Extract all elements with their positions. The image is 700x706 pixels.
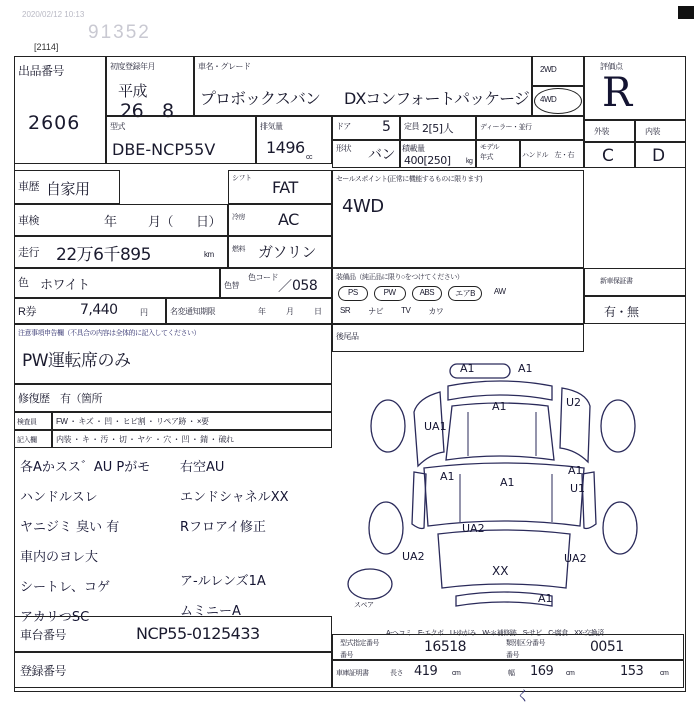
color-code-value: 058 (292, 278, 318, 294)
first-reg-month: 8 (162, 100, 174, 122)
displacement-unit: cc (306, 154, 312, 161)
interior-label: 内装 (645, 127, 660, 136)
color-value: ホワイト (40, 278, 90, 293)
new-car-warranty-label: 新車保証書 (600, 278, 633, 285)
name-change-month: 月 (286, 307, 294, 316)
weight-label: 積載量 (402, 144, 425, 153)
hw-left-4: 車内のヨレ大 (20, 550, 99, 565)
hw-left-2: ハンドルスレ (20, 490, 98, 505)
paren-number: [2114] (34, 42, 59, 52)
car-name-value: プロボックスバン (200, 89, 320, 108)
sales-point-cell (332, 170, 584, 268)
aircon-label: 冷房 (232, 214, 245, 221)
class-div-value: 0051 (590, 639, 624, 655)
drive-2wd-label: 2WD (540, 65, 557, 74)
color-change-mark: ／ (278, 279, 292, 295)
diagram-mark-8: A1 (568, 464, 583, 477)
inspection-year: 年 (104, 215, 117, 230)
aircon-value: AC (278, 210, 299, 229)
exhibit-no-value: 2606 (28, 112, 81, 134)
first-reg-era: 平成 (118, 82, 148, 100)
diagram-mark-4: U2 (566, 396, 582, 409)
height-unit: cm (660, 670, 669, 677)
hw-mid-4 (180, 546, 330, 559)
dealer-note-label: ディーラー・並行 (480, 124, 532, 131)
handle-label: ハンドル 左・右 (522, 152, 574, 159)
equipment-ps[interactable]: PS (338, 286, 368, 301)
diagram-mark-1: A1 (460, 362, 475, 375)
r-ticket-label: R券 (18, 306, 36, 318)
handwriting-mid-column (180, 456, 330, 619)
eval-point-value: R (602, 70, 633, 116)
mileage-unit: km (204, 250, 214, 259)
r-ticket-value: 7,440 (80, 302, 118, 318)
diagram-mark-14: A1 (538, 592, 553, 605)
hw-mid-2: エンドシャネルXX (180, 490, 289, 505)
capacity-value: 2[5]人 (422, 122, 454, 135)
diagram-mark-9: U1 (570, 482, 586, 495)
hw-left-1: 各Aかスス゛AU Pがモ (20, 460, 151, 475)
equipment-row-1 (338, 286, 512, 301)
capacity-label: 定員 (404, 122, 419, 131)
warranty-value: 有・無 (604, 305, 639, 319)
width-value: 169 (530, 664, 554, 679)
mileage-label: 走行 (18, 247, 39, 259)
interior-value: D (652, 146, 665, 166)
faint-lot-number: 91352 (88, 22, 151, 43)
r-ticket-yen: 円 (140, 308, 148, 317)
type-num-label-1: 番号 (340, 652, 353, 659)
reg-no-label: 登録番号 (20, 664, 67, 678)
inspection-label: 車検 (18, 215, 39, 227)
width-unit: cm (566, 670, 575, 677)
mileage-value: 22万6千895 (56, 245, 151, 265)
first-reg-label: 初度登録年月 (110, 62, 155, 71)
entry-label: 記入欄 (17, 437, 37, 444)
model-no-label: モデル 年式 (480, 144, 500, 161)
displacement-value: 1496 (266, 138, 305, 157)
shift-label: シフト (232, 175, 252, 182)
color-change-label: 色替 (224, 281, 239, 290)
exterior-cell (584, 120, 635, 142)
hw-mid-6: ムミニーA (180, 604, 241, 619)
type-num-label-2: 番号 (506, 652, 519, 659)
rear-equipment-label: 後尾品 (336, 332, 359, 341)
eval-point-label: 評価点 (600, 62, 623, 71)
width-label: 幅 (508, 670, 515, 677)
notes-label: 注意事項申告欄（不具合の内容は全体的に記入してください） (18, 330, 200, 337)
drive-4wd-label: 4WD (540, 95, 557, 104)
equipment-tv[interactable]: TV (401, 306, 411, 315)
model-type-value: DBE-NCP55V (112, 140, 216, 159)
color-code-label: 色コード (248, 273, 278, 282)
history-value: 自家用 (46, 180, 90, 198)
type-spec-value: 16518 (424, 639, 467, 655)
equipment-sr[interactable]: SR (340, 306, 351, 315)
diagram-mark-12: XX (492, 564, 509, 578)
notes-value: PW運転席のみ (22, 351, 131, 371)
inspection-month: 月（ (148, 215, 174, 230)
rear-equipment-cell (332, 324, 584, 352)
hw-left-5: シートレ、コゲ (20, 580, 110, 595)
length-value: 419 (414, 664, 438, 679)
height-value: 153 (620, 664, 644, 679)
name-change-day: 日 (314, 307, 322, 316)
inspection-day: 日） (196, 215, 222, 230)
cert-label: 車庫証明書 (336, 670, 369, 677)
diagram-mark-10: UA2 (462, 522, 485, 535)
shape-value: バン (368, 147, 395, 163)
diagram-mark-3: A1 (492, 400, 507, 413)
weight-unit: kg (466, 158, 473, 165)
drive-4wd-circle (534, 88, 582, 114)
door-value: 5 (382, 119, 391, 135)
damage-codes-legend: A-へコミ E-エクボ U-ゆがみ W-＊補修跡 S-サビ C-腐食 XX-交換済 (386, 630, 604, 637)
inspector-label: 検査員 (17, 419, 37, 426)
hw-left-3: ヤニジミ 臭い 有 (20, 520, 120, 535)
corner-marker (678, 6, 694, 19)
grade-value: DXコンフォートパッケージ (344, 89, 529, 108)
displacement-label: 排気量 (260, 122, 283, 131)
diagram-mark-7: A1 (500, 476, 515, 489)
faint-date: 2020/02/12 10:13 (22, 10, 85, 19)
equipment-abs[interactable]: ABS (412, 286, 443, 301)
length-label: 長さ (390, 670, 403, 677)
class-div-label: 類別区分番号 (506, 640, 545, 647)
equipment-row-2 (340, 306, 443, 317)
car-diagram (340, 352, 684, 616)
sales-point-value: 4WD (342, 196, 384, 217)
handwriting-left-column (20, 456, 170, 625)
model-type-label: 型式 (110, 122, 125, 131)
length-unit: cm (452, 670, 461, 677)
exterior-label: 外装 (594, 127, 609, 136)
shift-value: FAT (272, 178, 298, 197)
diagram-mark-11: UA2 (402, 550, 425, 563)
exterior-value: C (602, 146, 614, 166)
equipment-leather[interactable]: カワ (428, 307, 444, 316)
type-spec-label: 型式指定番号 (340, 640, 379, 647)
interior-cell (635, 120, 686, 142)
chassis-no-value: NCP55-0125433 (136, 624, 260, 643)
first-reg-year: 26 (120, 100, 144, 122)
fuel-label: 燃料 (232, 246, 245, 253)
color-label: 色 (18, 277, 29, 289)
equipment-aw[interactable]: AW (493, 287, 506, 296)
history-label: 車歴 (18, 181, 39, 193)
fuel-value: ガソリン (258, 243, 317, 261)
inspector-row-1-text: FW ・ キズ ・ 凹 ・ ヒビ割 ・ リペア跡 ・ ×要 (56, 417, 209, 426)
exhibit-no-label: 出品番号 (18, 64, 65, 78)
weight-value: 400[250] (404, 154, 451, 167)
hw-left-6: アカリつSC (20, 610, 90, 625)
diagram-mark-5: UA1 (424, 420, 447, 433)
equipment-pw[interactable]: PW (374, 286, 406, 301)
hw-mid-3: Rフロアイ修正 (180, 520, 266, 535)
name-change-year: 年 (258, 307, 266, 316)
shape-label: 形状 (336, 144, 351, 153)
car-name-label: 車名・グレード (198, 62, 251, 71)
hw-mid-5: ア-ルレンズ1A (180, 574, 266, 589)
spare-tire-label: スペア (354, 602, 374, 609)
chassis-no-label: 車台番号 (20, 628, 67, 642)
equipment-airbag[interactable]: エアB (448, 286, 482, 301)
repair-label: 修復歴 有（箇所 (18, 393, 102, 405)
diagram-mark-13: UA2 (564, 552, 587, 565)
equipment-label: 装備品（純正品に限り○をつけてください） (336, 274, 464, 281)
equipment-navi[interactable]: ナビ (368, 307, 384, 316)
name-change-label: 名変通知期限 (170, 307, 215, 316)
hw-mid-1: 右空AU (180, 460, 225, 475)
door-label: ドア (336, 122, 351, 131)
inspector-row-2-text: 内装 ・ キ ・ 汚 ・ 切 ・ ヤケ ・ 穴 ・ 凹 ・ 錆 ・ 破れ (56, 435, 234, 444)
sales-point-label: セールスポイント(正常に機能するものに限ります) (336, 176, 483, 183)
diagram-mark-6: A1 (440, 470, 455, 483)
diagram-mark-2: A1 (518, 362, 533, 375)
footer-stamp: く (516, 689, 530, 705)
